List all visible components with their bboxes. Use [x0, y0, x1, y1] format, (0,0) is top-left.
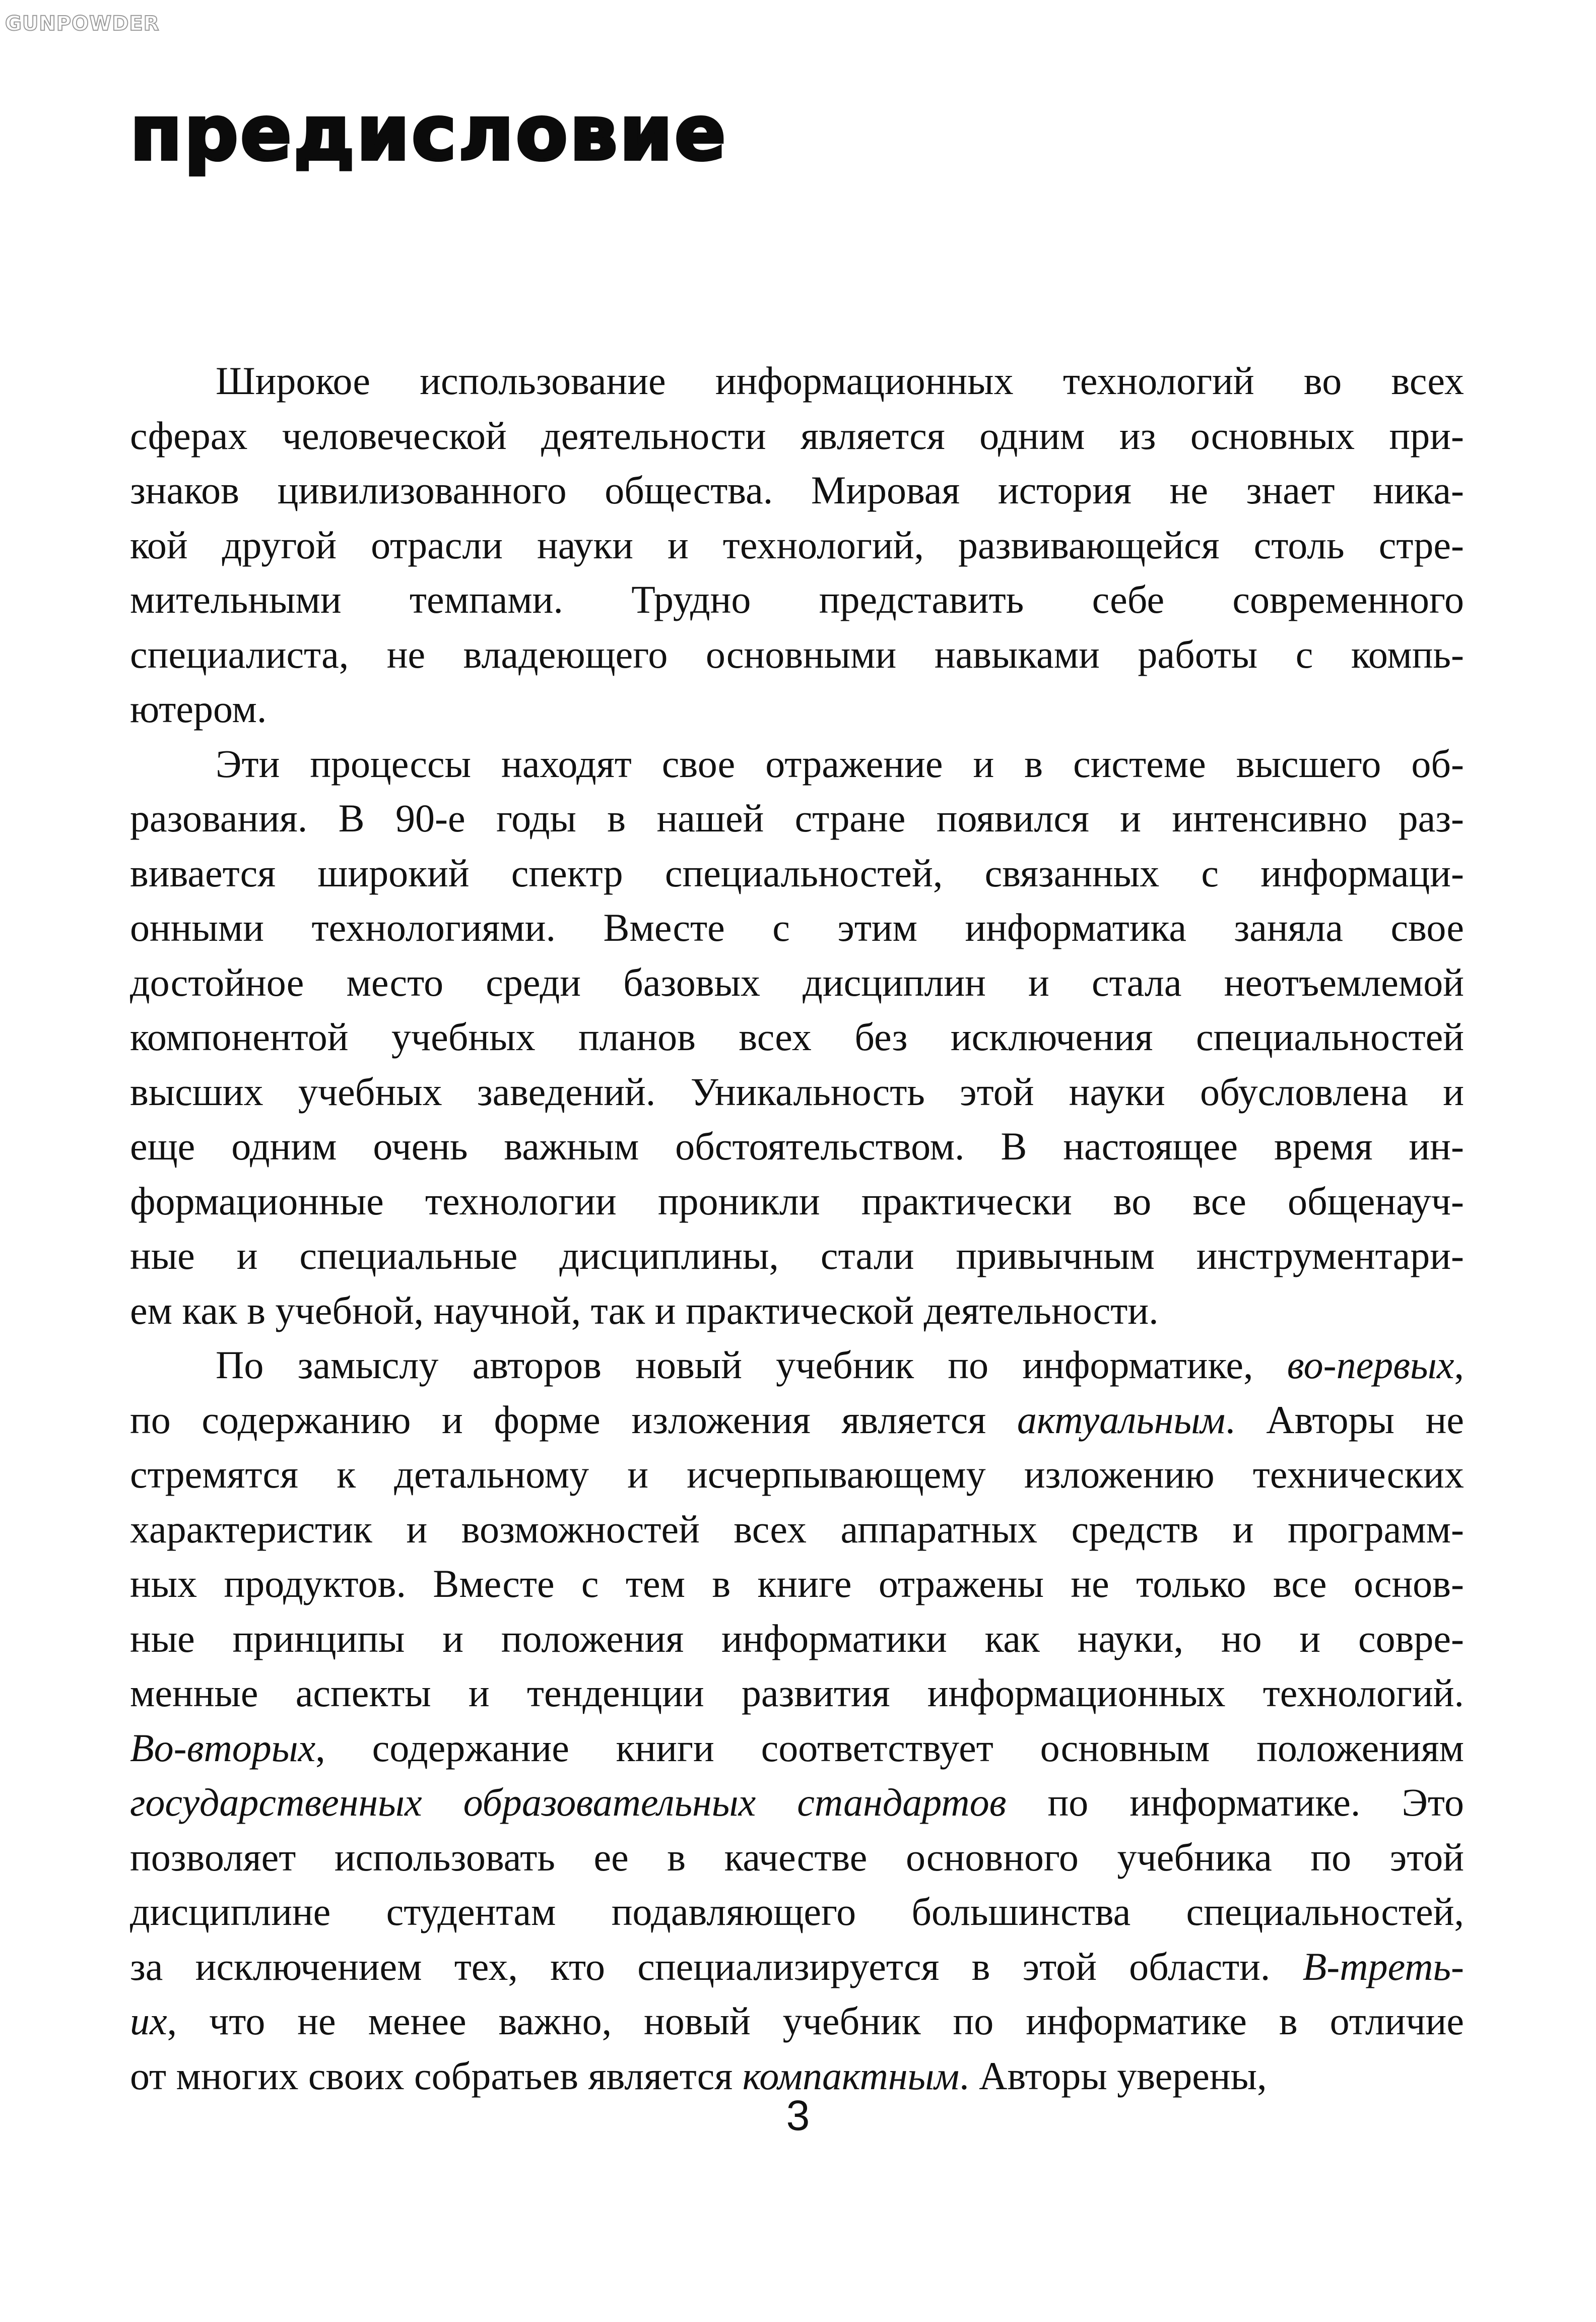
- text-run: сферах человеческой деятельности является одним из основных при-: [130, 413, 1464, 458]
- text-run: по информатике. Это: [1006, 1780, 1464, 1824]
- text-line: [130, 1229, 1464, 1283]
- text-line: [130, 1065, 1464, 1120]
- text-line: [130, 1830, 1464, 1885]
- text-run: Широкое использование информационных технологий во всех: [216, 359, 1464, 403]
- text-line: [130, 572, 1464, 627]
- text-run: . Авторы не: [1225, 1397, 1464, 1442]
- text-run: мительными темпами. Трудно представить себе современного: [130, 577, 1464, 621]
- text-line: [130, 1885, 1464, 1940]
- text-run: еще одним очень важным обстоятельством. В настоящее время ин-: [130, 1124, 1464, 1168]
- text-line: [130, 955, 1464, 1010]
- text-run: от многих своих собратьев является: [130, 2053, 743, 2098]
- italic-text: во-первых: [1287, 1343, 1454, 1387]
- text-run: характеристик и возможностей всех аппаратных средств и программ-: [130, 1507, 1464, 1551]
- text-run: знаков цивилизованного общества. Мировая история не знает ника-: [130, 468, 1464, 512]
- text-run: . Авторы уверены,: [959, 2053, 1267, 2098]
- text-line: [130, 463, 1464, 518]
- text-run: ные и специальные дисциплины, стали привычным инструментари-: [130, 1234, 1464, 1277]
- text-line: [130, 409, 1464, 464]
- italic-text: государственных образовательных стандартов: [130, 1780, 1007, 1824]
- text-run: менные аспекты и тенденции развития информационных технологий.: [130, 1671, 1464, 1715]
- italic-text: Во-вторых: [130, 1725, 316, 1770]
- text-line: [130, 1775, 1464, 1830]
- text-run: ные принципы и положения информатики как науки, но и совре-: [130, 1616, 1464, 1660]
- text-line: [130, 354, 1464, 409]
- italic-text: актуальным: [1017, 1397, 1226, 1442]
- text-line: [130, 682, 1464, 737]
- text-run: по содержанию и форме изложения является: [130, 1397, 1017, 1442]
- text-line: [130, 1447, 1464, 1502]
- text-line: [130, 1611, 1464, 1666]
- text-line: [130, 1721, 1464, 1776]
- italic-text: компактным: [742, 2053, 960, 2098]
- text-run: компонентой учебных планов всех без исключения специальностей: [130, 1015, 1464, 1059]
- text-run: Эти процессы находят свое отражение и в системе высшего об-: [216, 741, 1464, 786]
- text-line: [130, 846, 1464, 901]
- page-title: предисловие: [130, 90, 728, 177]
- text-run: разования. В 90-е годы в нашей стране появился и интенсивно раз-: [130, 796, 1464, 840]
- text-line: [130, 1338, 1464, 1393]
- text-run: ютером.: [130, 687, 267, 731]
- text-line: [130, 627, 1464, 682]
- paragraph: [130, 354, 1464, 737]
- text-run: высших учебных заведений. Уникальность этой науки обусловлена и: [130, 1069, 1464, 1114]
- text-run: достойное место среди базовых дисциплин и стала неотъемлемой: [130, 960, 1464, 1004]
- watermark-text: GUNPOWDER: [5, 12, 160, 35]
- text-run: стремятся к детальному и исчерпывающему изложению технических: [130, 1452, 1464, 1496]
- text-run: за исключением тех, кто специализируется в этой области.: [130, 1944, 1303, 1988]
- text-line: [130, 1393, 1464, 1448]
- text-run: формационные технологии проникли практически во все общенауч-: [130, 1179, 1464, 1223]
- text-run: ,: [1454, 1343, 1464, 1387]
- text-line: [130, 737, 1464, 792]
- italic-text: их: [130, 1999, 167, 2043]
- text-run: , что не менее важно, новый учебник по информатике в отличие: [167, 1999, 1464, 2043]
- text-run: По замыслу авторов новый учебник по информатике,: [216, 1343, 1287, 1387]
- text-run: дисциплине студентам подавляющего большинства специальностей,: [130, 1890, 1464, 1933]
- text-line: [130, 1119, 1464, 1174]
- text-line: [130, 1994, 1464, 2049]
- italic-text: В-треть-: [1302, 1944, 1464, 1988]
- text-line: [130, 791, 1464, 846]
- page-number: 3: [786, 2092, 810, 2139]
- text-line: [130, 518, 1464, 573]
- text-line: [130, 900, 1464, 955]
- text-line: [130, 1940, 1464, 1994]
- paragraph: [130, 1338, 1464, 2103]
- paragraph: [130, 737, 1464, 1338]
- text-run: позволяет использовать ее в качестве основного учебника по этой: [130, 1835, 1464, 1879]
- text-run: специалиста, не владеющего основными навыками работы с компь-: [130, 632, 1464, 676]
- body-text: [130, 354, 1464, 2103]
- text-run: ем как в учебной, научной, так и практической деятельности.: [130, 1288, 1159, 1332]
- text-run: , содержание книги соответствует основным положениям: [315, 1725, 1464, 1770]
- text-run: кой другой отрасли науки и технологий, развивающейся столь стре-: [130, 523, 1464, 567]
- text-line: [130, 1283, 1464, 1338]
- text-line: [130, 1502, 1464, 1557]
- text-line: [130, 1666, 1464, 1721]
- text-run: онными технологиями. Вместе с этим информатика заняла свое: [130, 906, 1464, 949]
- text-line: [130, 1010, 1464, 1065]
- text-line: [130, 1557, 1464, 1611]
- text-line: [130, 1174, 1464, 1229]
- text-run: вивается широкий спектр специальностей, связанных с информаци-: [130, 851, 1464, 895]
- text-run: ных продуктов. Вместе с тем в книге отражены не только все основ-: [130, 1562, 1464, 1605]
